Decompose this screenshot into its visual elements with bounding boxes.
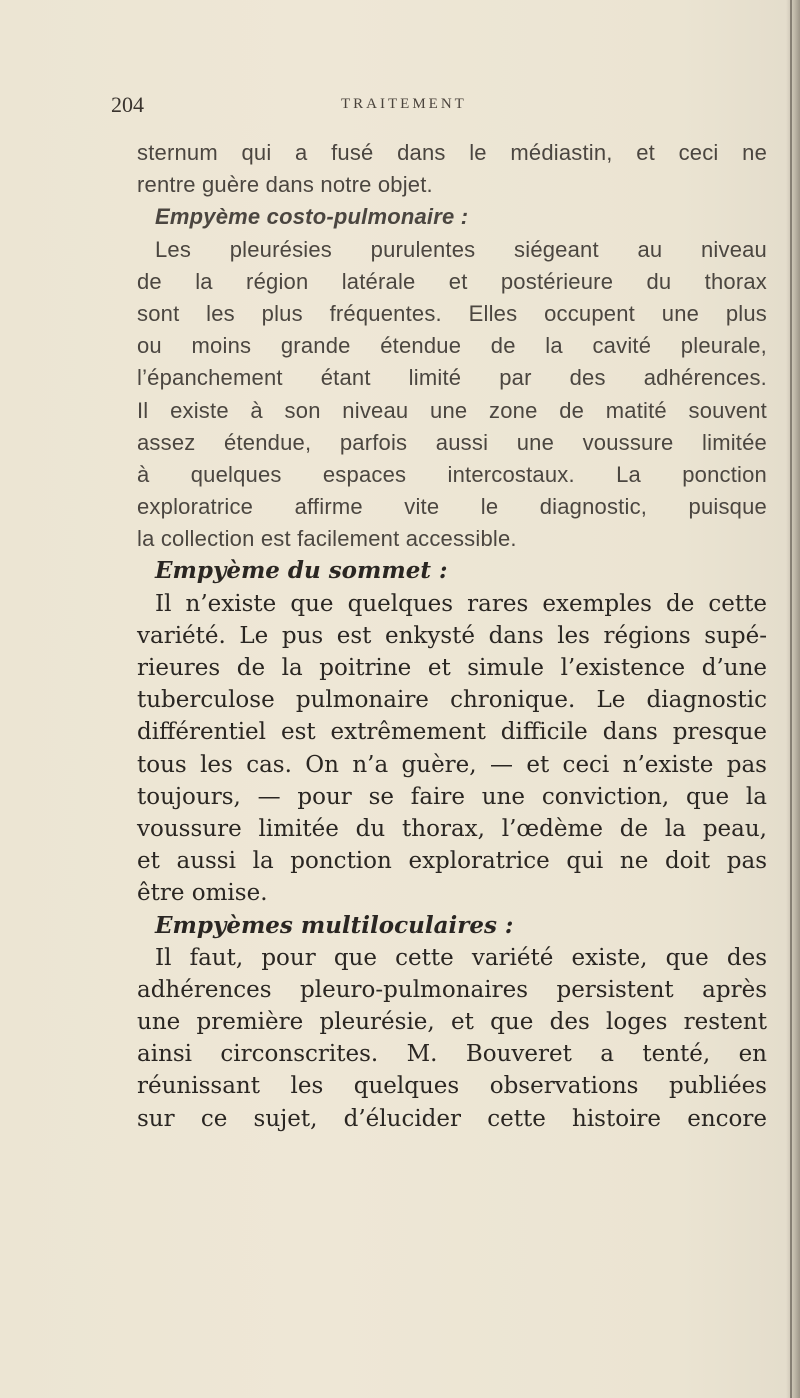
page-edge-line (790, 0, 792, 1398)
text-line: de la région latérale et postérieure du thorax (137, 268, 767, 294)
text-line: rieures de la poitrine et simule l’existence d’une (137, 655, 767, 681)
text-line: Il existe à son niveau une zone de matité souvent (137, 397, 767, 423)
text-line: être omise. (137, 880, 268, 907)
page-edge-shadow (786, 0, 800, 1398)
body-text (137, 137, 767, 1135)
text-line: tuberculose pulmonaire chronique. Le diagnostic (137, 687, 767, 714)
text-line: sont les plus fréquentes. Elles occupent une plus (137, 300, 767, 326)
text-line: et aussi la ponction exploratrice qui ne doit pas (137, 848, 767, 875)
text-line: Il n’existe que quelques rares exemples de cette (155, 590, 767, 617)
text-line: exploratrice affirme vite le diagnostic, puisque (137, 494, 767, 520)
section-heading: Empyèmes multiloculaires : (155, 911, 514, 939)
text-line: ou moins grande étendue de la cavité pleurale, (137, 333, 767, 359)
text-line: l’épanchement étant limité par des adhérences. (137, 365, 767, 391)
text-line: rentre guère dans notre objet. (137, 172, 433, 198)
text-line: ainsi circonscrites. M. Bouveret a tenté, en (137, 1041, 767, 1068)
text-line: variété. Le pus est enkysté dans les régions supé- (137, 622, 767, 649)
section-heading: Empyème costo-pulmonaire : (155, 204, 469, 230)
text-line: la collection est facilement accessible. (137, 526, 517, 552)
section-heading: Empyème du sommet : (155, 557, 448, 585)
text-line: Il faut, pour que cette variété existe, que des (155, 944, 767, 971)
text-line: Les pleurésies purulentes siégeant au niveau (155, 236, 767, 262)
text-line: différentiel est extrêmement difficile dans presque (137, 719, 767, 746)
page-header (111, 92, 771, 122)
text-line: à quelques espaces intercostaux. La ponction (137, 461, 767, 487)
page-number: 204 (111, 92, 144, 117)
text-line: réunissant les quelques observations publiées (137, 1073, 767, 1100)
text-line: voussure limitée du thorax, l’œdème de la peau, (137, 815, 767, 842)
running-head: TRAITEMENT (341, 96, 467, 112)
text-line: adhérences pleuro-pulmonaires persistent après (137, 976, 767, 1003)
text-line: sur ce sujet, d’élucider cette histoire encore (137, 1105, 767, 1132)
text-line: sternum qui a fusé dans le médiastin, et ceci ne (137, 140, 767, 165)
text-line: toujours, — pour se faire une conviction, que la (137, 783, 767, 810)
text-line: tous les cas. On n’a guère, — et ceci n’existe pas (137, 751, 767, 778)
text-line: assez étendue, parfois aussi une voussure limitée (137, 429, 767, 455)
text-line: une première pleurésie, et que des loges restent (137, 1009, 767, 1036)
